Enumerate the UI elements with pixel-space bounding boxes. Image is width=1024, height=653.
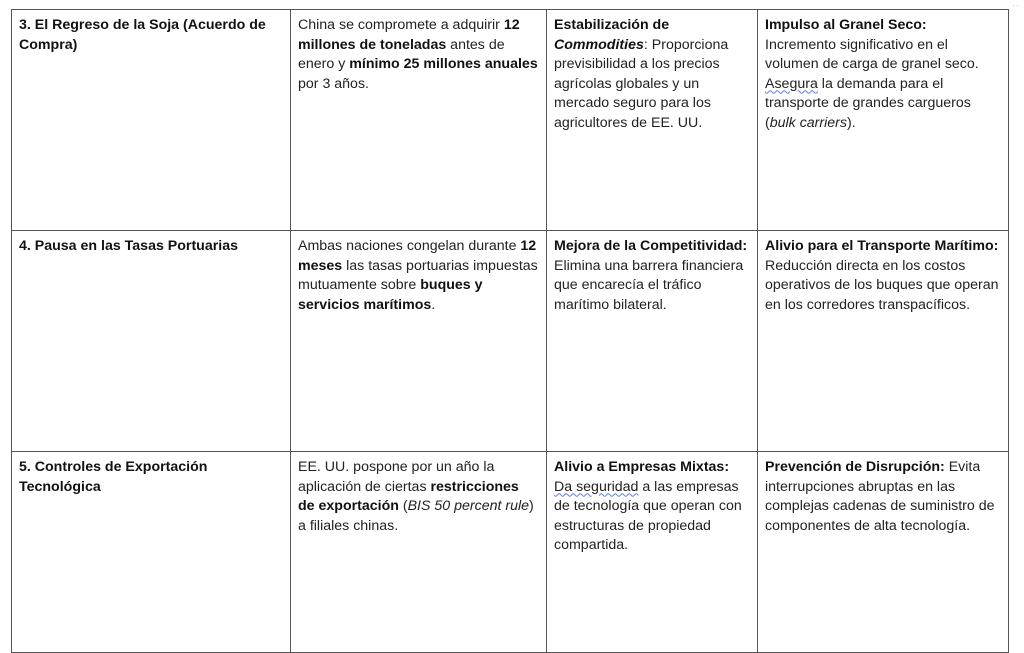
text: por 3 años.	[298, 75, 369, 92]
impact-heading: Mejora de la Competitividad:	[554, 238, 748, 254]
text: ) a filiales chinas.	[298, 498, 534, 534]
cell-measure[interactable]	[291, 10, 547, 231]
spellcheck-word[interactable]: Da seguridad	[554, 478, 639, 495]
impact-heading: Alivio a Empresas Mixtas:	[554, 459, 730, 475]
text: (	[398, 498, 408, 514]
cell-measure[interactable]	[291, 231, 547, 452]
shipping-heading: Prevención de Disrupción:	[765, 459, 945, 475]
text: China se compromete a adquirir	[298, 17, 504, 33]
impact-text: : Proporciona previsibilidad a los precios agrícolas globales y un mercado seguro para los agricultores de EE. UU.	[554, 36, 729, 131]
bold-text: 12 meses	[298, 238, 537, 274]
shipping-heading: Alivio para el Transporte Marítimo:	[765, 238, 999, 254]
text: ).	[847, 114, 856, 131]
impact-text: Elimina una barrera financiera que encarecía el tráfico marítimo bilateral.	[554, 257, 744, 313]
row-title: 3. El Regreso de la Soja (Acuerdo de Compra)	[19, 17, 266, 53]
text: EE. UU. pospone por un año la aplicación de ciertas	[298, 459, 495, 495]
row-title: 5. Controles de Exportación Tecnológica	[19, 459, 208, 495]
impact-heading: Estabilización de	[554, 17, 670, 33]
cell-impact[interactable]	[547, 231, 758, 452]
table-row	[12, 10, 1009, 231]
table-row	[12, 452, 1009, 653]
cell-title[interactable]	[12, 452, 291, 653]
shipping-heading: Impulso al Granel Seco:	[765, 17, 927, 33]
cell-shipping[interactable]	[758, 10, 1009, 231]
agreement-table	[11, 9, 1009, 653]
text: antes de enero y	[298, 36, 505, 72]
cell-title[interactable]	[12, 10, 291, 231]
impact-text: a las empresas de tecnología que operan con estructuras de propiedad compartida.	[554, 478, 742, 553]
cell-title[interactable]	[12, 231, 291, 452]
cell-shipping[interactable]	[758, 452, 1009, 653]
italic-text: Commodities	[554, 36, 644, 53]
shipping-text: Reducción directa en los costos operativos de los buques que operan en los corredores transpacíficos.	[765, 257, 999, 313]
table-row	[12, 231, 1009, 452]
row-title: 4. Pausa en las Tasas Portuarias	[19, 238, 238, 254]
table-resize-handle[interactable]: ··	[1012, 0, 1020, 10]
text: .	[431, 296, 436, 313]
bold-text: restricciones de exportación	[298, 478, 519, 514]
text: Incremento significativo en el volumen de carga de granel seco.	[765, 36, 979, 72]
bold-text: buques y servicios marítimos	[298, 277, 483, 313]
spellcheck-word[interactable]: Asegura	[765, 75, 818, 92]
text: las tasas portuarias impuestas mutuamente sobre	[298, 257, 538, 293]
bold-text: mínimo 25 millones anuales	[349, 56, 538, 72]
shipping-text: Evita interrupciones abruptas en las complejas cadenas de suministro de componentes de alta tecnología.	[765, 459, 995, 534]
bold-text: 12 millones de toneladas	[298, 17, 520, 53]
text: la demanda para el transporte de grandes cargueros (	[765, 75, 971, 131]
cell-shipping[interactable]	[758, 231, 1009, 452]
impact-heading-italic	[554, 37, 644, 53]
cell-impact[interactable]	[547, 10, 758, 231]
italic-text: BIS 50 percent rule	[407, 498, 530, 514]
italic-text: bulk carriers	[769, 114, 847, 131]
text: Ambas naciones congelan durante	[298, 238, 521, 254]
cell-impact[interactable]	[547, 452, 758, 653]
cell-measure[interactable]	[291, 452, 547, 653]
